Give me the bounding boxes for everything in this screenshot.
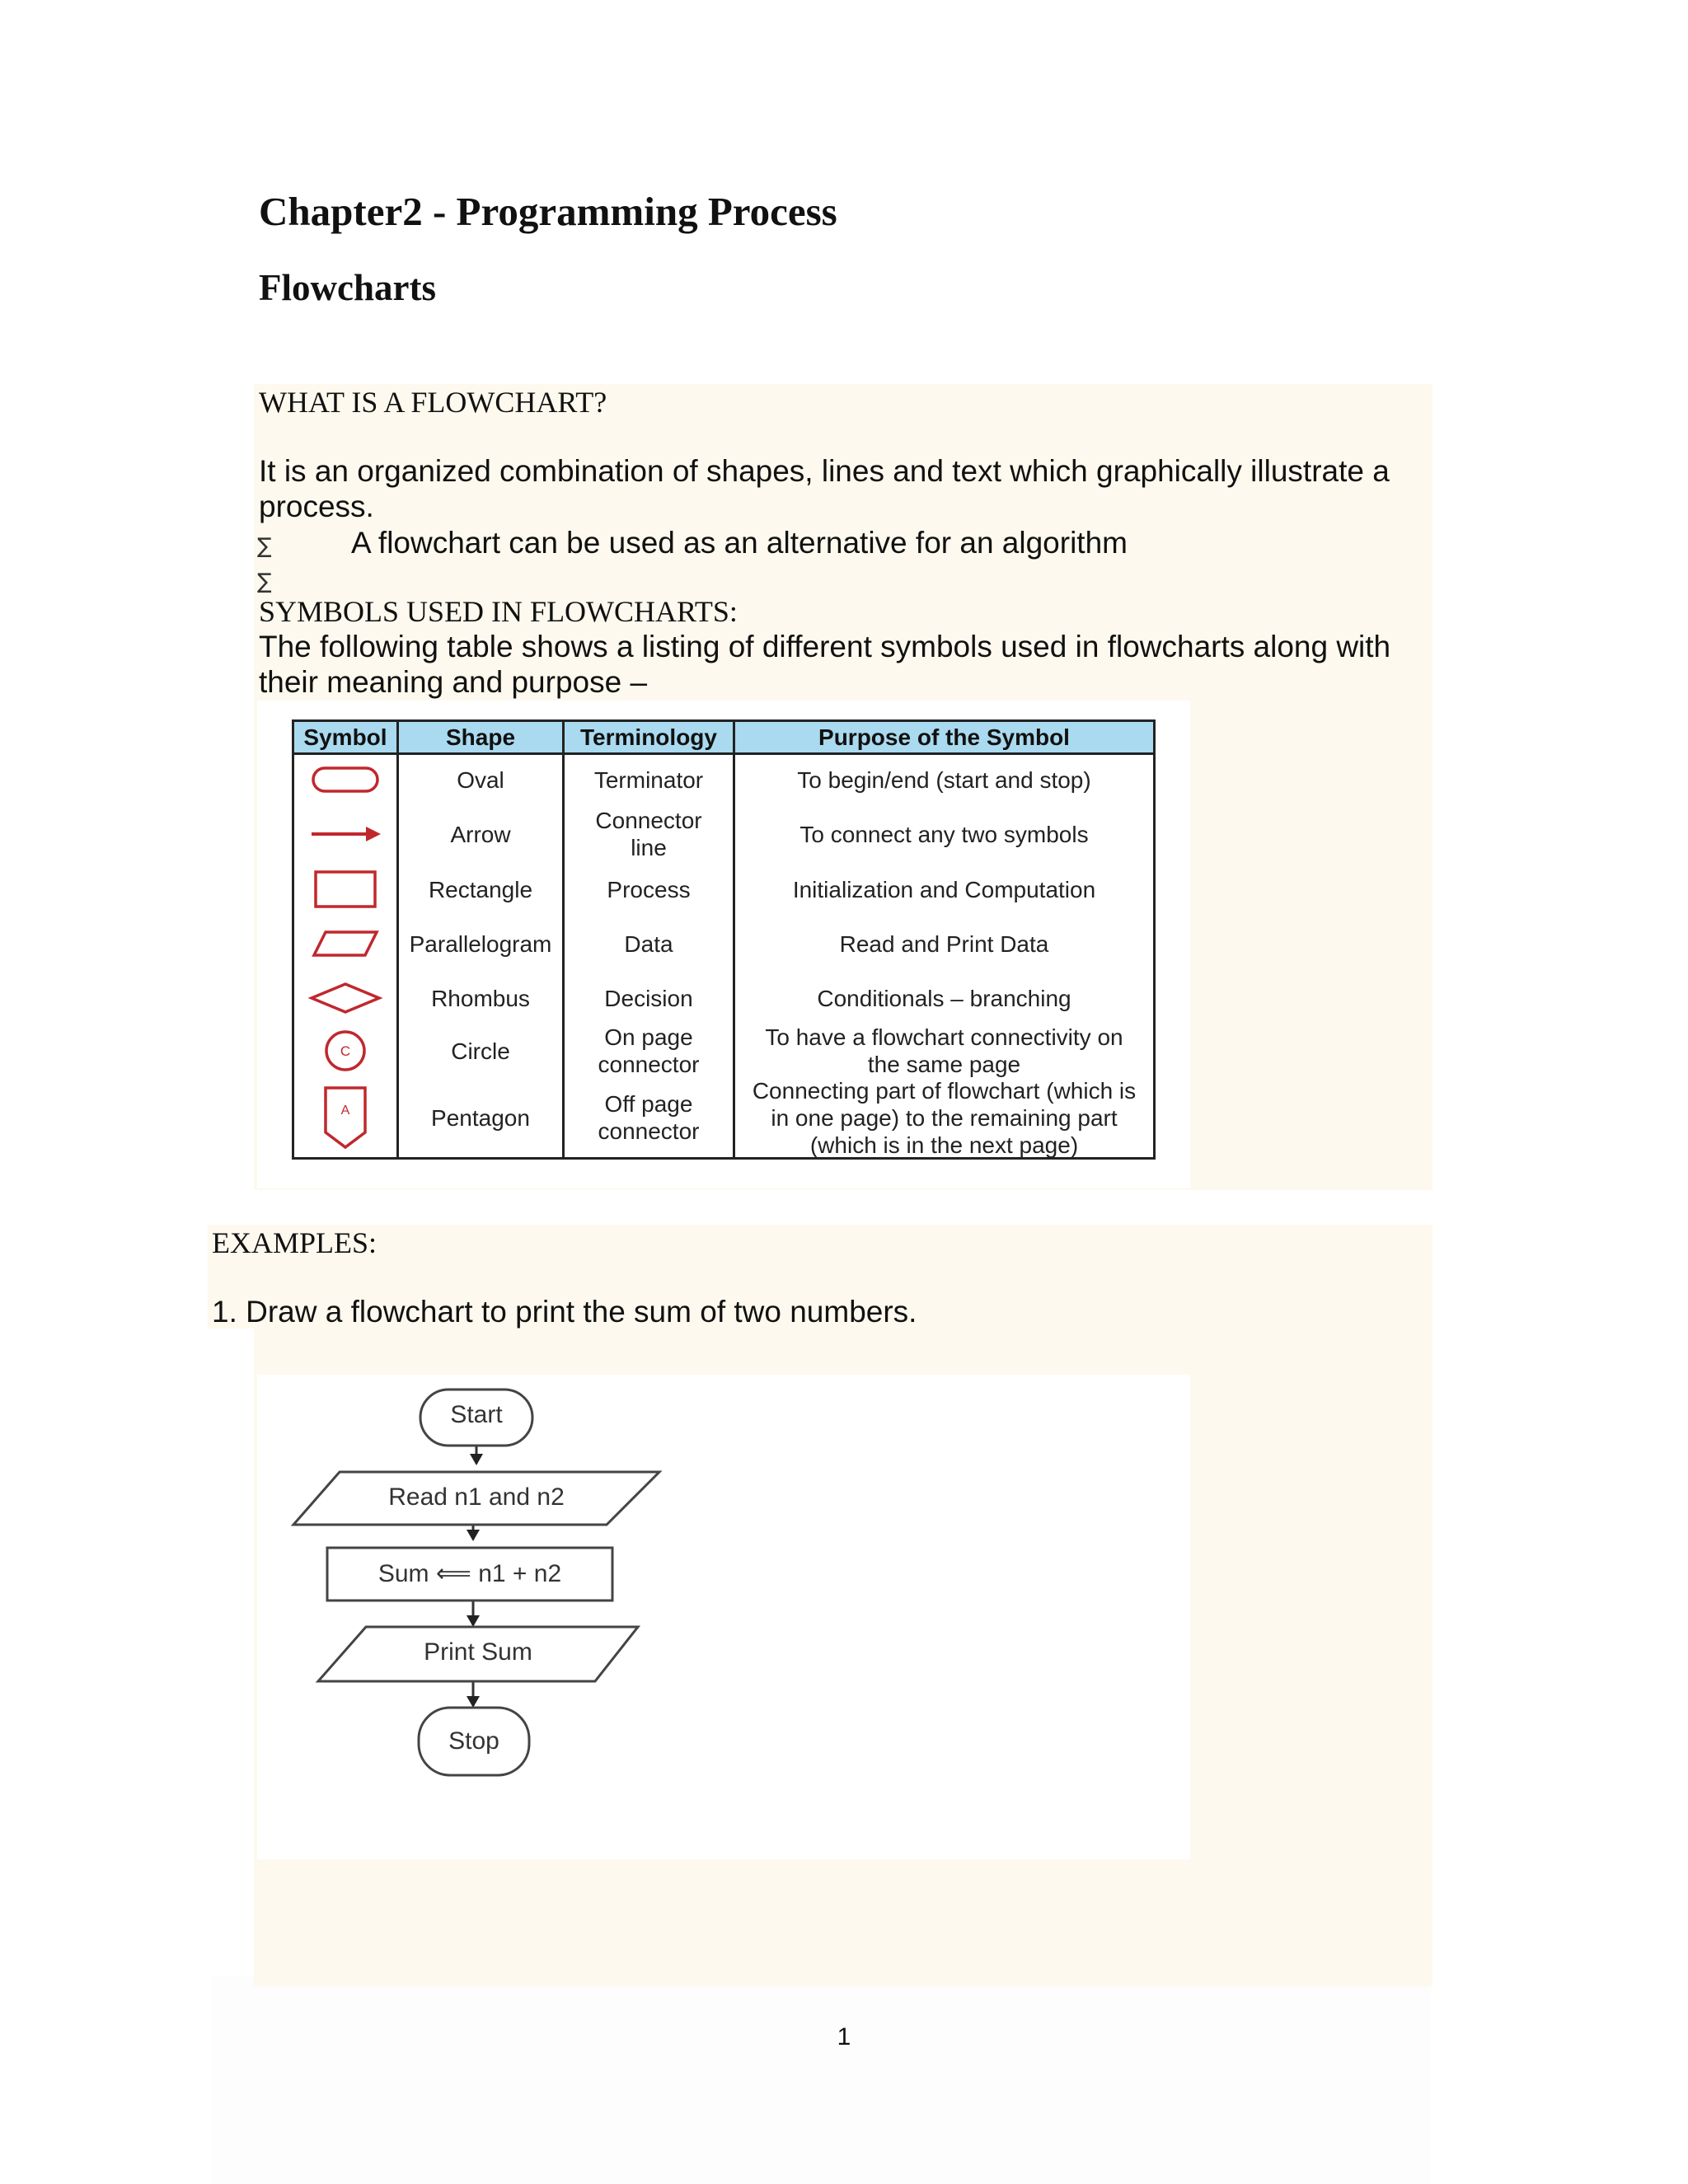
symbols-description-line-1: The following table shows a listing of different symbols used in flowcharts along with [259, 630, 1391, 663]
table-cell-purpose: To begin/end (start and stop) [797, 766, 1091, 793]
bullet-icon: ∑ [257, 534, 272, 559]
column-header-terminology: Terminology [580, 724, 717, 750]
pentagon-icon-label: A [340, 1104, 350, 1118]
flowchart-print-label: Print Sum [424, 1638, 532, 1666]
parallelogram-icon [294, 915, 396, 972]
page-footer-area [211, 1976, 1431, 2184]
table-cell-terminology: Connector line [595, 808, 702, 860]
table-cell-shape: Circle [451, 1038, 510, 1064]
flowchart-figure [257, 1375, 1190, 1859]
examples-heading: EXAMPLES: [212, 1226, 377, 1259]
table-cell-purpose: To have a flowchart connectivity on the same page [765, 1024, 1123, 1077]
flowchart-read-label: Read n1 and n2 [388, 1483, 565, 1511]
definition-line-1: It is an organized combination of shapes, lines and text which graphically illustrate a [259, 454, 1390, 488]
pentagon-icon [294, 1078, 396, 1157]
page-title: Chapter2 - Programming Process [259, 189, 837, 234]
table-cell-shape: Pentagon [431, 1104, 530, 1131]
page-subtitle: Flowcharts [259, 267, 436, 308]
example-1-text: 1. Draw a flowchart to print the sum of two numbers. [212, 1295, 917, 1329]
table-cell-purpose: Read and Print Data [839, 930, 1049, 957]
symbols-heading: SYMBOLS USED IN FLOWCHARTS: [259, 595, 738, 628]
table-cell-purpose: Conditionals – branching [817, 985, 1071, 1011]
circle-icon [294, 1024, 396, 1078]
flowchart-stop-label: Stop [448, 1727, 499, 1755]
table-cell-terminology: Off page connector [598, 1091, 700, 1144]
table-cell-terminology: Data [624, 930, 673, 957]
bullet-icon: ∑ [257, 569, 272, 594]
oval-icon [294, 755, 396, 804]
rhombus-icon [294, 972, 396, 1024]
table-cell-shape: Arrow [450, 821, 511, 847]
table-cell-shape: Rhombus [431, 985, 530, 1011]
table-cell-terminology: Terminator [593, 766, 704, 793]
table-cell-shape: Oval [457, 766, 504, 793]
symbols-description-line-2: their meaning and purpose – [259, 665, 648, 699]
table-cell-terminology: Process [607, 876, 691, 902]
table-cell-shape: Rectangle [428, 876, 533, 902]
table-cell-purpose: To connect any two symbols [799, 821, 1089, 847]
what-is-flowchart-heading: WHAT IS A FLOWCHART? [259, 386, 607, 419]
flowchart-start-label: Start [450, 1401, 503, 1428]
column-header-shape: Shape [445, 724, 516, 750]
arrow-icon [294, 804, 396, 864]
flowchart-process-label: Sum ⟸ n1 + n2 [377, 1560, 562, 1587]
column-header-symbol: Symbol [303, 724, 387, 750]
table-cell-shape: Parallelogram [409, 930, 552, 957]
symbols-table [292, 719, 1156, 1160]
page-number: 1 [837, 2023, 851, 2050]
table-cell-purpose: Connecting part of flowchart (which is in one page) to the remaining part (which is in the next page) [752, 1077, 1137, 1158]
flowchart-diagram [257, 1375, 1190, 1859]
bullet-text: A flowchart can be used as an alternative for an algorithm [351, 526, 1128, 560]
table-cell-terminology: On page connector [598, 1024, 700, 1077]
table-cell-purpose: Initialization and Computation [792, 876, 1096, 902]
column-header-purpose: Purpose of the Symbol [818, 724, 1070, 750]
definition-line-2: process. [259, 490, 374, 523]
table-cell-terminology: Decision [604, 985, 693, 1011]
circle-icon-label: C [340, 1043, 351, 1059]
rectangle-icon [294, 864, 396, 915]
